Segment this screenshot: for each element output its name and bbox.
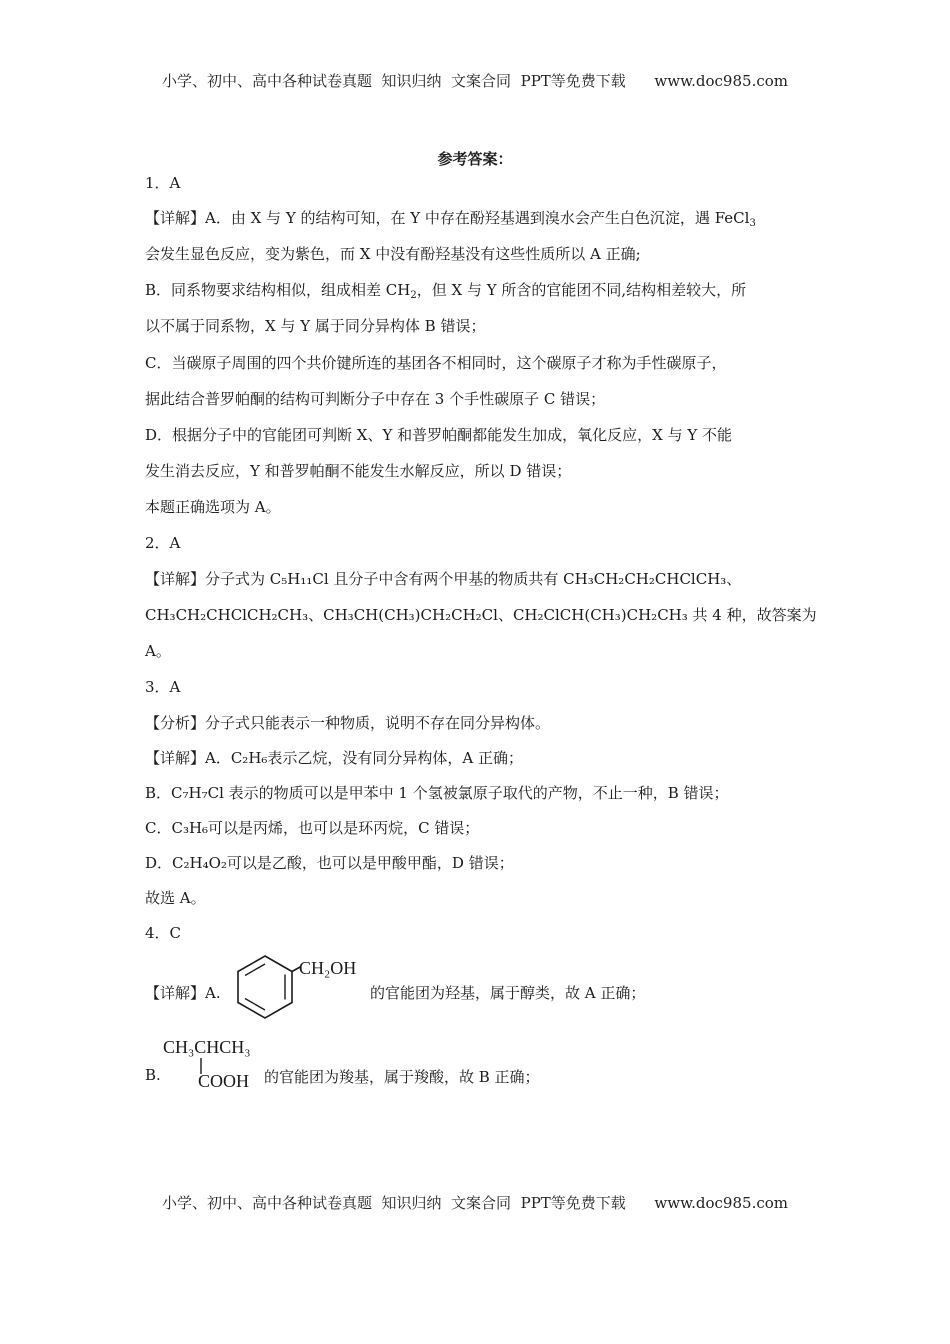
page-header: 小学、初中、高中各种试卷真题 知识归纳 文案合同 PPT等免费下载 www.doc985.com bbox=[161, 72, 788, 90]
q1-answer: 1．A bbox=[145, 174, 181, 192]
q1-line-1-text: 【详解】A．由 X 与 Y 的结构可知，在 Y 中存在酚羟基遇到溴水会产生白色沉淀，遇 FeCl bbox=[145, 209, 750, 227]
q1-line-1-sub: 3 bbox=[749, 218, 756, 229]
q1-line-4: 以不属于同系物，X 与 Y 属于同分异构体 B 错误； bbox=[145, 317, 486, 335]
q2-line-2: CH₃CH₂CHClCH₂CH₃、CH₃CH(CH₃)CH₂CH₂Cl、CH₂ClCH(CH₃)CH₂CH₃ 共 4 种，故答案为 bbox=[145, 606, 817, 624]
q3-analysis: 【分析】分子式只能表示一种物质，说明不存在同分异构体。 bbox=[145, 714, 551, 732]
q1-line-3-a: B．同系物要求结构相似，组成相差 CH bbox=[145, 281, 411, 299]
q4-answer: 4．C bbox=[145, 924, 182, 942]
q3-line-5: 故选 A。 bbox=[145, 889, 206, 907]
q2-line-3: A。 bbox=[145, 642, 171, 660]
q4-a-suffix: 的官能团为羟基，属于醇类，故 A 正确； bbox=[370, 984, 646, 1002]
q1-line-2: 会发生显色反应，变为紫色，而 X 中没有酚羟基没有这些性质所以 A 正确; bbox=[145, 245, 641, 263]
q4-b-suffix: 的官能团为羧基，属于羧酸，故 B 正确； bbox=[264, 1068, 540, 1086]
q4-b-prefix: B. bbox=[145, 1066, 161, 1084]
q3-line-4: D．C₂H₄O₂可以是乙酸，也可以是甲酸甲酯，D 错误； bbox=[145, 854, 514, 872]
q1-line-3-sub: 2 bbox=[410, 290, 417, 301]
q1-line-9: 本题正确选项为 A。 bbox=[145, 498, 281, 516]
q3-line-2: B．C₇H₇Cl 表示的物质可以是甲苯中 1 个氢被氯原子取代的产物，不止一种，B 错误； bbox=[145, 784, 729, 802]
q4-b-top: CH₃CHCH₃ bbox=[163, 1037, 251, 1057]
q4-a-prefix: 【详解】A. bbox=[145, 984, 221, 1002]
q2-answer: 2．A bbox=[145, 534, 181, 552]
page-title: 参考答案： bbox=[437, 150, 513, 168]
q2-line-1: 【详解】分子式为 C₅H₁₁Cl 且分子中含有两个甲基的物质共有 CH₃CH₂CH₂CHClCH₃、 bbox=[145, 570, 742, 588]
benzene-ring-structure bbox=[230, 952, 300, 1022]
q1-line-3-b: ，但 X 与 Y 所含的官能团不同,结构相差较大，所 bbox=[416, 281, 747, 299]
q3-answer: 3．A bbox=[145, 678, 181, 696]
q4-b-bottom: COOH bbox=[198, 1071, 250, 1091]
q3-line-1: 【详解】A．C₂H₆表示乙烷，没有同分异构体，A 正确； bbox=[145, 749, 524, 767]
q1-line-7: D．根据分子中的官能团可判断 X、Y 和普罗帕酮都能发生加成，氧化反应，X 与 Y 不能 bbox=[145, 426, 733, 444]
q1-line-3 bbox=[145, 279, 746, 300]
q3-line-3: C．C₃H₆可以是丙烯，也可以是环丙烷，C 错误； bbox=[145, 819, 480, 837]
q1-line-6: 据此结合普罗帕酮的结构可判断分子中存在 3 个手性碳原子 C 错误； bbox=[145, 390, 606, 408]
q4-a-group: CH₂OH bbox=[299, 958, 357, 978]
q1-line-8: 发生消去反应，Y 和普罗帕酮不能发生水解反应，所以 D 错误； bbox=[145, 462, 572, 480]
page-footer: 小学、初中、高中各种试卷真题 知识归纳 文案合同 PPT等免费下载 www.doc985.com bbox=[161, 1194, 788, 1212]
q1-line-1 bbox=[145, 207, 756, 228]
q1-line-5: C．当碳原子周围的四个共价键所连的基团各不相同时，这个碳原子才称为手性碳原子， bbox=[145, 354, 727, 372]
